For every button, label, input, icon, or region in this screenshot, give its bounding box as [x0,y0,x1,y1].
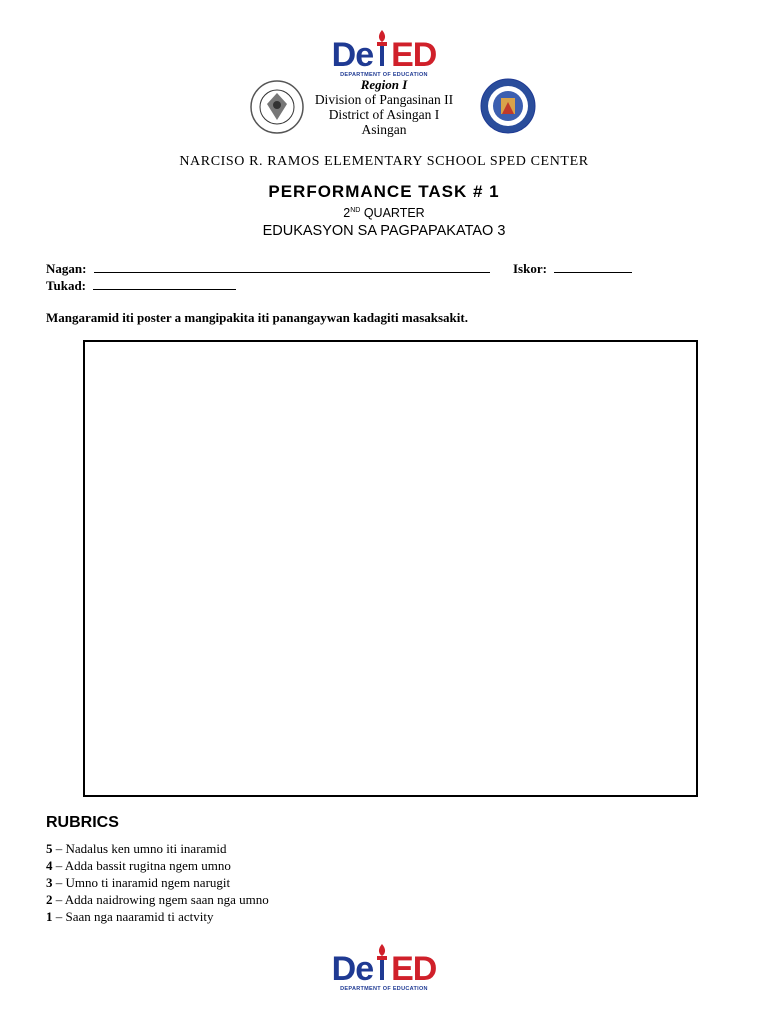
school-name: NARCISO R. RAMOS ELEMENTARY SCHOOL SPED CENTER [179,154,589,169]
subject-label: EDUKASYON SA PAGPAPAKATAO 3 [262,223,506,239]
torch-icon [373,940,391,986]
score-row [513,259,632,277]
instruction-text: Mangaramid iti poster a mangipakita iti panangaywan kadagiti masaksakit. [46,310,468,325]
quarter-label: 2ND QUARTER [343,206,425,220]
grade-label: Tukad: [46,278,86,293]
name-row [46,259,490,277]
district-label: District of Asingan I [328,107,440,122]
rubric-item: 2 – Adda naidrowing ngem saan nga umno [46,892,269,907]
rubric-item: 4 – Adda bassit rugitna ngem umno [46,858,231,873]
division-label: Division of Pangasinan II [314,92,454,107]
name-label: Nagan: [46,261,87,276]
rubric-item: 5 – Nadalus ken umno iti inaramid [46,841,227,856]
deped-logo-top: De ED DEPARTMENT OF EDUCATION [0,26,768,81]
score-field[interactable] [554,259,632,273]
town-label: Asingan [361,122,407,137]
grade-row [46,276,236,294]
grade-field[interactable] [93,276,236,290]
task-title: PERFORMANCE TASK # 1 [268,182,500,201]
region-label: Region I [360,77,408,92]
rubric-item: 1 – Saan nga naaramid ti actvity [46,909,214,924]
name-field[interactable] [94,259,490,273]
score-label: Iskor: [513,261,547,276]
rubric-item: 3 – Umno ti inaramid ngem narugit [46,875,231,890]
deped-logo-bottom: De ED DEPARTMENT OF EDUCATION [0,940,768,995]
torch-icon [373,26,391,72]
rubrics-heading: RUBRICS [46,814,119,831]
poster-drawing-area[interactable] [83,340,698,797]
